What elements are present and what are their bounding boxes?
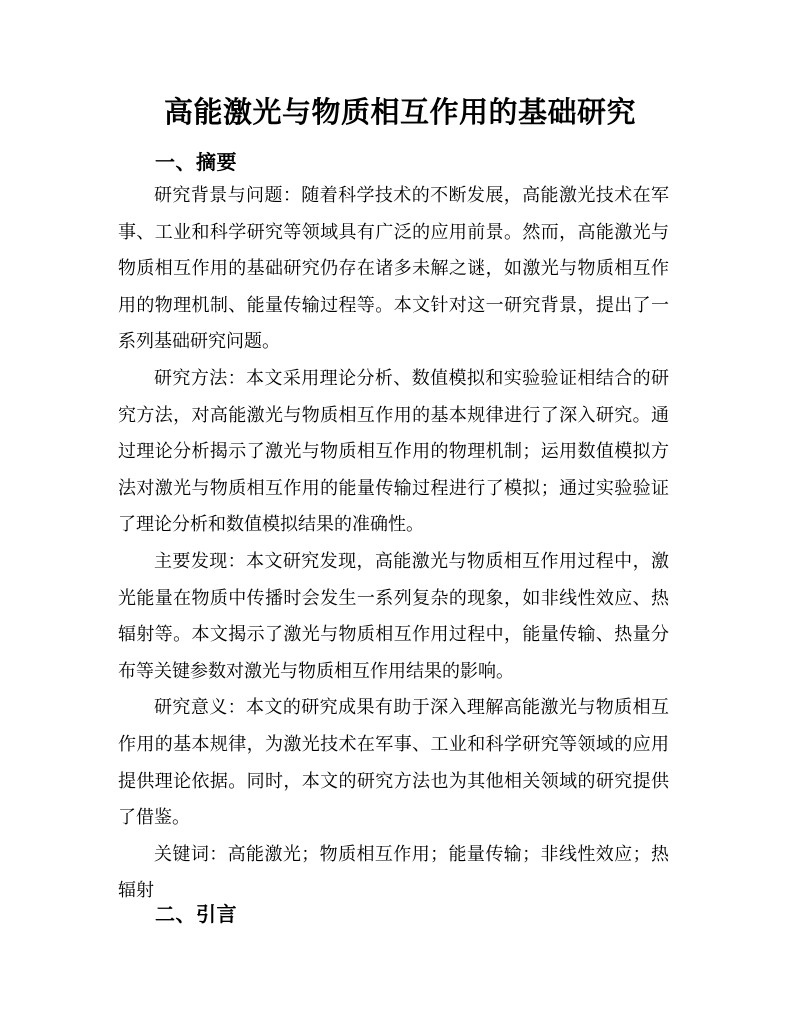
section-heading-introduction: 二、引言 (155, 902, 237, 926)
paragraph-significance: 研究意义：本文的研究成果有助于深入理解高能激光与物质相互作用的基本规律，为激光技术在军事、工业和科学研究等领域的应用提供理论依据。同时，本文的研究方法也为其他相关领域的研究提供了借鉴。 (118, 697, 669, 829)
abstract-body (118, 178, 669, 910)
paragraph-keywords: 关键词：高能激光；物质相互作用；能量传输；非线性效应；热辐射 (118, 843, 669, 902)
paragraph-findings: 主要发现：本文研究发现，高能激光与物质相互作用过程中，激光能量在物质中传播时会发生一系列复杂的现象，如非线性效应、热辐射等。本文揭示了激光与物质相互作用过程中，能量传输、热量分布等关键参数对激光与物质相互作用结果的影响。 (118, 550, 669, 682)
document-title: 高能激光与物质相互作用的基础研究 (163, 95, 636, 129)
paragraph-background: 研究背景与问题：随着科学技术的不断发展，高能激光技术在军事、工业和科学研究等领域具有广泛的应用前景。然而，高能激光与物质相互作用的基础研究仍存在诸多未解之谜，如激光与物质相互作用的物理机制、能量传输过程等。本文针对这一研究背景，提出了一系列基础研究问题。 (118, 185, 669, 353)
paragraph-methods: 研究方法：本文采用理论分析、数值模拟和实验验证相结合的研究方法，对高能激光与物质相互作用的基本规律进行了深入研究。通过理论分析揭示了激光与物质相互作用的物理机制；运用数值模拟方法对激光与物质相互作用的能量传输过程进行了模拟；通过实验验证了理论分析和数值模拟结果的准确性。 (118, 367, 669, 536)
section-heading-abstract: 一、摘要 (155, 150, 237, 174)
